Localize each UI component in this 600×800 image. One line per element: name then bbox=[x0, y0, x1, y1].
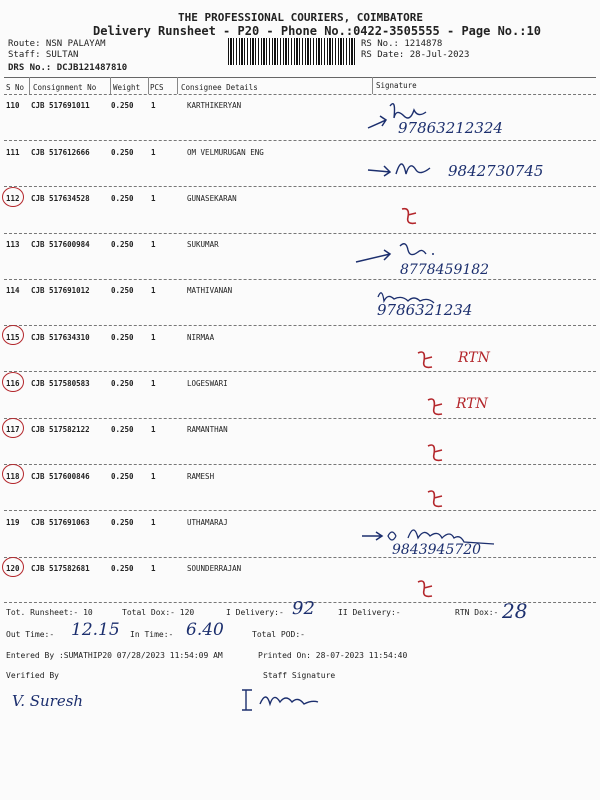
row-rule bbox=[4, 279, 596, 280]
verified-by-label: Verified By bbox=[6, 671, 59, 680]
col-divider bbox=[372, 77, 373, 94]
row-sno: 117 bbox=[6, 425, 20, 434]
col-consignee: Consignee Details bbox=[181, 83, 258, 92]
in-time-value: 6.40 bbox=[186, 620, 224, 640]
phone-113: 8778459182 bbox=[400, 262, 490, 278]
total-dox: Total Dox:- 120 bbox=[122, 608, 195, 617]
row-rule bbox=[4, 510, 596, 511]
row-sno: 116 bbox=[6, 379, 20, 388]
ok-mark-120 bbox=[414, 576, 438, 600]
row-consignee: NIRMAA bbox=[187, 333, 215, 342]
row-consignee: OM VELMURUGAN ENG bbox=[187, 148, 264, 157]
phone-114: 9786321234 bbox=[377, 301, 473, 319]
rs-date: RS Date: 28-Jul-2023 bbox=[361, 50, 470, 60]
row-weight: 0.250 bbox=[111, 333, 134, 342]
row-weight: 0.250 bbox=[111, 472, 134, 481]
signature-114 bbox=[374, 283, 454, 303]
row-sno: 118 bbox=[6, 472, 20, 481]
i-delivery-label: I Delivery:- bbox=[226, 608, 284, 617]
row-rule bbox=[4, 557, 596, 558]
row-consignment: CJB 517634310 bbox=[31, 333, 90, 342]
row-pcs: 1 bbox=[151, 425, 156, 434]
row-pcs: 1 bbox=[151, 333, 156, 342]
ok-mark-118 bbox=[424, 486, 448, 510]
row-consignee: SUKUMAR bbox=[187, 240, 219, 249]
row-consignee: SOUNDERRAJAN bbox=[187, 564, 242, 573]
row-consignment: CJB 517600984 bbox=[31, 240, 90, 249]
row-sno: 114 bbox=[6, 286, 20, 295]
staff-signature bbox=[240, 686, 340, 716]
ok-mark-117 bbox=[424, 440, 448, 464]
row-consignment: CJB 517600846 bbox=[31, 472, 90, 481]
row-weight: 0.250 bbox=[111, 101, 134, 110]
staff-label: Staff: SULTAN bbox=[8, 50, 79, 60]
row-consignment: CJB 517612666 bbox=[31, 148, 90, 157]
row-weight: 0.250 bbox=[111, 194, 134, 203]
row-consignee: MATHIVANAN bbox=[187, 286, 233, 295]
row-rule bbox=[4, 140, 596, 141]
return-circle bbox=[2, 372, 24, 392]
row-consignment: CJB 517691012 bbox=[31, 286, 90, 295]
row-consignee: KARTHIKERYAN bbox=[187, 101, 242, 110]
out-time-label: Out Time:- bbox=[6, 630, 55, 639]
row-consignee: LOGESWARI bbox=[187, 379, 228, 388]
row-pcs: 1 bbox=[151, 101, 156, 110]
rtn-dox-label: RTN Dox:- bbox=[455, 608, 499, 617]
ii-delivery-label: II Delivery:- bbox=[338, 608, 401, 617]
row-rule bbox=[4, 325, 596, 326]
phone-111: 9842730745 bbox=[448, 162, 544, 180]
rtn-mark-115: RTN bbox=[458, 350, 490, 366]
row-sno: 110 bbox=[6, 101, 20, 110]
barcode-image bbox=[228, 38, 356, 65]
total-pod-label: Total POD:- bbox=[252, 630, 305, 639]
row-sno: 119 bbox=[6, 518, 20, 527]
row-pcs: 1 bbox=[151, 472, 156, 481]
row-weight: 0.250 bbox=[111, 564, 134, 573]
col-sno: S No bbox=[6, 83, 25, 92]
col-pcs: PCS bbox=[150, 83, 164, 92]
row-pcs: 1 bbox=[151, 240, 156, 249]
row-rule bbox=[4, 233, 596, 234]
staff-signature-label: Staff Signature bbox=[263, 671, 336, 680]
in-time-label: In Time:- bbox=[130, 630, 174, 639]
return-circle bbox=[2, 557, 24, 577]
return-circle bbox=[2, 325, 24, 345]
row-weight: 0.250 bbox=[111, 240, 134, 249]
rtn-mark-116: RTN bbox=[456, 396, 488, 412]
row-pcs: 1 bbox=[151, 194, 156, 203]
row-sno: 111 bbox=[6, 148, 20, 157]
row-consignment: CJB 517580583 bbox=[31, 379, 90, 388]
verified-signature: V. Suresh bbox=[12, 692, 84, 710]
row-consignee: RAMANTHAN bbox=[187, 425, 228, 434]
row-pcs: 1 bbox=[151, 286, 156, 295]
ok-mark-116 bbox=[424, 394, 448, 420]
row-consignee: UTHAMARAJ bbox=[187, 518, 228, 527]
i-delivery-value: 92 bbox=[292, 598, 315, 619]
row-sno: 112 bbox=[6, 194, 20, 203]
row-weight: 0.250 bbox=[111, 425, 134, 434]
row-weight: 0.250 bbox=[111, 286, 134, 295]
company-name: THE PROFESSIONAL COURIERS, COIMBATORE bbox=[178, 11, 424, 24]
drs-number: DRS No.: DCJB121487810 bbox=[8, 63, 128, 73]
route-label: Route: NSN PALAYAM bbox=[8, 39, 106, 49]
printed-on: Printed On: 28-07-2023 11:54:40 bbox=[258, 651, 408, 660]
entered-by: Entered By :SUMATHIP20 07/28/2023 11:54:09 AM bbox=[6, 651, 223, 660]
col-divider bbox=[110, 77, 111, 94]
row-sno: 113 bbox=[6, 240, 20, 249]
out-time-value: 12.15 bbox=[71, 620, 120, 640]
row-rule bbox=[4, 418, 596, 419]
row-sno: 120 bbox=[6, 564, 20, 573]
row-pcs: 1 bbox=[151, 148, 156, 157]
col-divider bbox=[29, 77, 30, 94]
row-rule bbox=[4, 186, 596, 187]
rtn-dox-value: 28 bbox=[502, 599, 528, 623]
row-pcs: 1 bbox=[151, 564, 156, 573]
row-pcs: 1 bbox=[151, 379, 156, 388]
tot-runsheet: Tot. Runsheet:- 10 bbox=[6, 608, 93, 617]
phone-119: 9843945720 bbox=[392, 542, 482, 558]
header-top-rule bbox=[4, 77, 596, 78]
col-divider bbox=[148, 77, 149, 94]
row-consignment: CJB 517582681 bbox=[31, 564, 90, 573]
row-consignment: CJB 517691011 bbox=[31, 101, 90, 110]
runsheet-title: Delivery Runsheet - P20 - Phone No.:0422-3505555 - Page No.:10 bbox=[93, 24, 541, 38]
row-consignee: GUNASEKARAN bbox=[187, 194, 237, 203]
row-weight: 0.250 bbox=[111, 148, 134, 157]
row-consignee: RAMESH bbox=[187, 472, 215, 481]
ok-mark-112 bbox=[398, 205, 422, 229]
signature-111 bbox=[360, 152, 440, 182]
return-circle bbox=[2, 464, 24, 484]
col-consignment: Consignment No bbox=[33, 83, 97, 92]
return-circle bbox=[2, 418, 24, 438]
phone-110: 97863212324 bbox=[398, 119, 503, 137]
row-pcs: 1 bbox=[151, 518, 156, 527]
header-bottom-rule bbox=[4, 94, 596, 95]
col-weight: Weight bbox=[113, 83, 141, 92]
col-divider bbox=[177, 77, 178, 94]
row-weight: 0.250 bbox=[111, 379, 134, 388]
row-consignment: CJB 517582122 bbox=[31, 425, 90, 434]
col-signature: Signature bbox=[376, 81, 417, 90]
row-sno: 115 bbox=[6, 333, 20, 342]
return-circle bbox=[2, 187, 24, 207]
ok-mark-115 bbox=[414, 347, 438, 373]
row-rule bbox=[4, 371, 596, 372]
rs-number: RS No.: 1214878 bbox=[361, 39, 443, 49]
row-rule bbox=[4, 464, 596, 465]
row-consignment: CJB 517634528 bbox=[31, 194, 90, 203]
row-consignment: CJB 517691063 bbox=[31, 518, 90, 527]
row-weight: 0.250 bbox=[111, 518, 134, 527]
